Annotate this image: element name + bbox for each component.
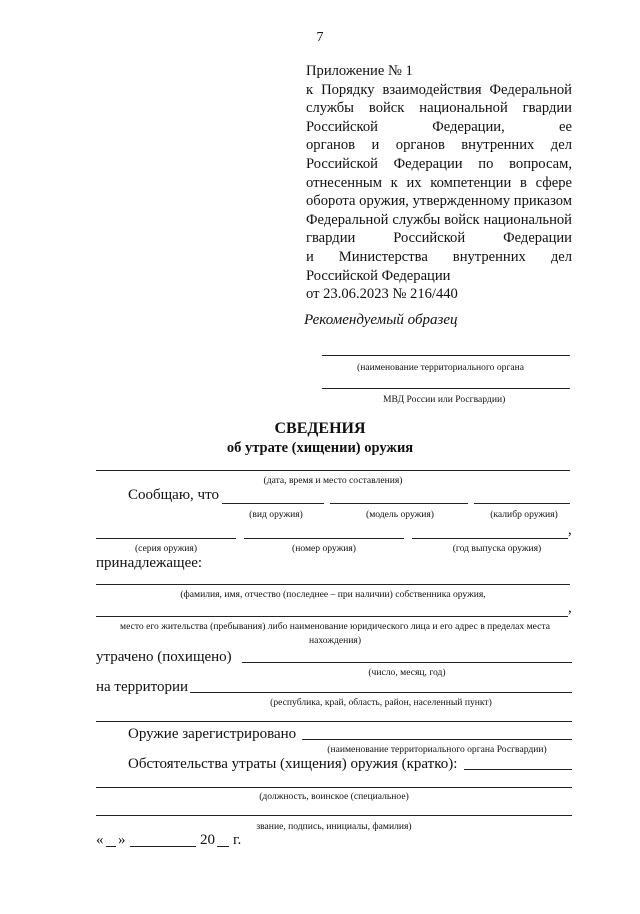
weapon-caliber-line[interactable] (474, 503, 570, 504)
signature-line[interactable] (96, 815, 572, 816)
lost-date-line[interactable] (242, 662, 572, 663)
appendix-line: Федеральной службы войск национальной (306, 211, 572, 228)
appendix-line: Российской Федерации по вопросам, (306, 155, 572, 172)
appendix-line: гвардии Российской Федерации (306, 230, 572, 247)
owner-address-line[interactable] (96, 616, 568, 617)
appendix-block (306, 62, 572, 304)
territory-caption: (республика, край, область, район, населенный пункт) (270, 697, 492, 708)
weapon-number-line[interactable] (244, 538, 404, 539)
sample-label: Рекомендуемый образец (304, 312, 458, 328)
lost-date-caption: (число, месяц, год) (368, 667, 446, 678)
weapon-number-caption: (номер оружия) (292, 543, 356, 554)
owner-name-caption: (фамилия, имя, отчество (последнее – при наличии) собственника оружия, (180, 589, 486, 600)
weapon-model-caption: (модель оружия) (366, 509, 434, 520)
weapon-year-caption: (год выпуска оружия) (452, 543, 542, 554)
position-caption: (должность, воинское (специальное) (259, 791, 409, 802)
date-month-line[interactable] (130, 846, 196, 847)
organ-name-line-2[interactable] (322, 388, 570, 389)
document-title: СВЕДЕНИЯ (274, 420, 366, 437)
organ-name-line[interactable] (322, 355, 570, 356)
weapon-year-line[interactable] (412, 538, 568, 539)
date-open-quote: « (96, 832, 104, 848)
weapon-type-line[interactable] (222, 503, 324, 504)
weapon-caliber-caption: (калибр оружия) (490, 509, 558, 520)
circumstances-label: Обстоятельства утраты (хищения) оружия (кратко): (128, 756, 458, 772)
circumstances-line-2[interactable] (96, 787, 572, 788)
registered-line[interactable] (302, 739, 572, 740)
circumstances-line[interactable] (464, 769, 572, 770)
registered-label: Оружие зарегистрировано (128, 726, 297, 742)
appendix-line: к Порядку взаимодействия Федеральной (306, 81, 572, 98)
date-place-line[interactable] (96, 470, 570, 471)
weapon-series-line[interactable] (96, 538, 236, 539)
comma-mark: , (568, 600, 572, 616)
page-number: 7 (316, 30, 324, 45)
date-year-suffix: г. (233, 832, 242, 848)
appendix-line: Российской Федерации (306, 267, 451, 284)
appendix-line: и Министерства внутренних дел (306, 248, 572, 265)
organ-name-caption-2: МВД России или Росгвардии) (383, 394, 506, 405)
appendix-line: Приложение № 1 (306, 63, 413, 79)
weapon-series-caption: (серия оружия) (134, 543, 198, 554)
territory-line[interactable] (190, 692, 572, 693)
registered-caption: (наименование территориального органа Росгвардии) (327, 744, 547, 755)
appendix-line: от 23.06.2023 № 216/440 (306, 286, 458, 303)
territory-label: на территории (96, 679, 189, 695)
belonging-label: принадлежащее: (96, 555, 203, 571)
date-year-line[interactable] (217, 846, 229, 847)
date-year-prefix: 20 (200, 832, 215, 848)
owner-address-caption-2: нахождения) (308, 635, 362, 646)
document-subtitle: об утрате (хищении) оружия (226, 440, 414, 456)
organ-name-caption: (наименование территориального органа (357, 362, 525, 373)
appendix-line: службы войск национальной гвардии (306, 100, 572, 117)
report-label: Сообщаю, что (128, 487, 219, 503)
owner-name-line[interactable] (96, 584, 570, 585)
rank-signature-caption: звание, подпись, инициалы, фамилия) (256, 821, 412, 832)
lost-label: утрачено (похищено) (96, 649, 232, 665)
weapon-type-caption: (вид оружия) (249, 509, 303, 520)
weapon-model-line[interactable] (330, 503, 468, 504)
appendix-line: отнесенным к их компетенции в сфере (306, 174, 572, 191)
comma-mark: , (568, 522, 572, 538)
date-place-caption: (дата, время и место составления) (263, 475, 403, 486)
owner-address-caption: место его жительства (пребывания) либо наименование юридического лица и его адрес в пределах места (120, 621, 550, 632)
appendix-line: органов и органов внутренних дел (306, 137, 572, 154)
date-close-quote: » (118, 832, 126, 848)
appendix-line: Российской Федерации, ее (306, 118, 572, 135)
date-day-line[interactable] (106, 846, 116, 847)
territory-line-2[interactable] (96, 721, 572, 722)
appendix-line: оборота оружия, утвержденному приказом (306, 193, 572, 210)
